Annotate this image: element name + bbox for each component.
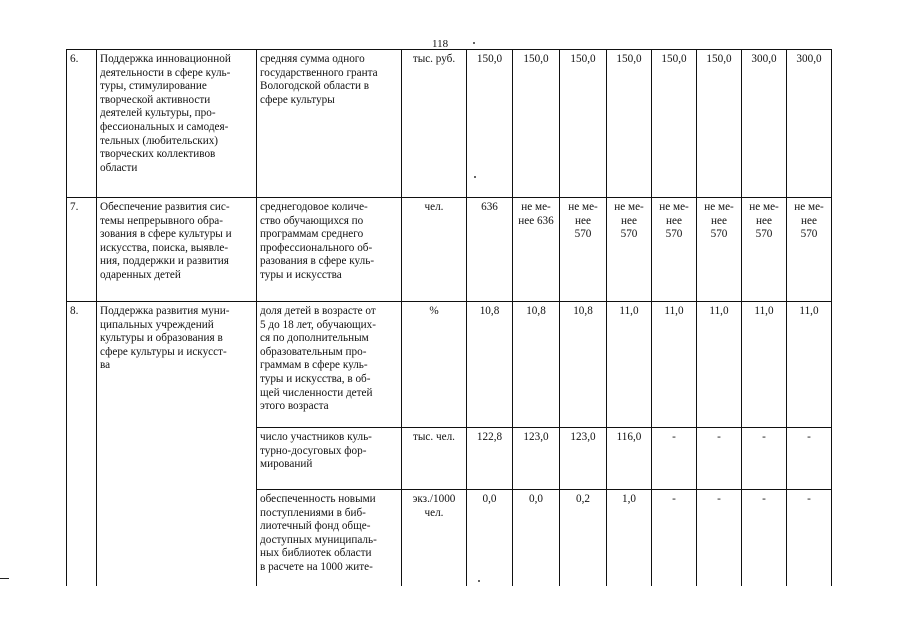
value-cell: - (652, 428, 697, 490)
value-cell: не ме- нее 570 (697, 198, 742, 302)
value-cell: - (742, 490, 787, 586)
task-cell: Поддержка инновационной деятельности в сфере куль- туры, стимулирование творческой активности деятелей культуры, про- фессиональных и самодея- тельных (любительских) творческих коллективов области (97, 50, 257, 198)
value-cell: - (787, 428, 832, 490)
indicator-cell: среднегодовое количе- ство обучающихся по программам среднего профессионального об- разования в сфере куль- туры и искусства (257, 198, 402, 302)
value-cell: 11,0 (787, 302, 832, 428)
value-cell: 123,0 (513, 428, 560, 490)
value-cell: 11,0 (697, 302, 742, 428)
value-cell: не ме- нее 570 (560, 198, 607, 302)
value-cell: 150,0 (652, 50, 697, 198)
unit-cell: тыс. руб. (402, 50, 467, 198)
value-cell: 11,0 (652, 302, 697, 428)
value-cell: 123,0 (560, 428, 607, 490)
indicators-table (66, 49, 832, 586)
value-cell: 122,8 (467, 428, 513, 490)
task-cell: Обеспечение развития сис- темы непрерывного обра- зования в сфере культуры и искусства, поиска, выявле- ния, поддержки и развития одаренных детей (97, 198, 257, 302)
value-cell: 10,8 (560, 302, 607, 428)
indicator-cell: средняя сумма одного государственного гранта Вологодской области в сфере культуры (257, 50, 402, 198)
value-cell: 1,0 (607, 490, 652, 586)
value-cell: - (742, 428, 787, 490)
unit-cell: тыс. чел. (402, 428, 467, 490)
value-cell: 150,0 (560, 50, 607, 198)
value-cell: - (787, 490, 832, 586)
value-cell: - (697, 428, 742, 490)
task-cell: Поддержка развития муни- ципальных учреждений культуры и образования в сфере культуры и искусст- ва (97, 302, 257, 586)
indicator-cell: число участников куль- турно-досуговых фор- мирований (257, 428, 402, 490)
value-cell: 300,0 (787, 50, 832, 198)
value-cell: не ме- нее 636 (513, 198, 560, 302)
row-number: 6. (67, 50, 97, 198)
value-cell: 0,2 (560, 490, 607, 586)
table-row (67, 302, 832, 428)
value-cell: не ме- нее 570 (742, 198, 787, 302)
value-cell: не ме- нее 570 (652, 198, 697, 302)
row-number: 7. (67, 198, 97, 302)
value-cell: 10,8 (513, 302, 560, 428)
value-cell: не ме- нее 570 (787, 198, 832, 302)
value-cell: 150,0 (697, 50, 742, 198)
value-cell: 300,0 (742, 50, 787, 198)
unit-cell: % (402, 302, 467, 428)
value-cell: 0,0 (513, 490, 560, 586)
indicator-cell: обеспеченность новыми поступлениями в биб- лиотечный фонд обще- доступных муниципаль- ных библиотек области в расчете на 1000 жите- (257, 490, 402, 586)
value-cell: 0,0 (467, 490, 513, 586)
value-cell: 636 (467, 198, 513, 302)
unit-cell: чел. (402, 198, 467, 302)
value-cell: 11,0 (742, 302, 787, 428)
value-cell: 150,0 (467, 50, 513, 198)
value-cell: 10,8 (467, 302, 513, 428)
value-cell: - (697, 490, 742, 586)
value-cell: - (652, 490, 697, 586)
value-cell: 150,0 (513, 50, 560, 198)
page-number: 118 (432, 38, 449, 50)
table-row (67, 198, 832, 302)
scan-edge-mark (0, 578, 9, 579)
value-cell: 116,0 (607, 428, 652, 490)
scan-speck (473, 42, 475, 44)
row-number: 8. (67, 302, 97, 586)
indicator-cell: доля детей в возрасте от 5 до 18 лет, обучающих- ся по дополнительным образовательным про- граммам в сфере куль- туры и искусства, в об- щей численности детей этого возраста (257, 302, 402, 428)
value-cell: 11,0 (607, 302, 652, 428)
unit-cell: экз./1000 чел. (402, 490, 467, 586)
value-cell: не ме- нее 570 (607, 198, 652, 302)
value-cell: 150,0 (607, 50, 652, 198)
table-row (67, 50, 832, 198)
